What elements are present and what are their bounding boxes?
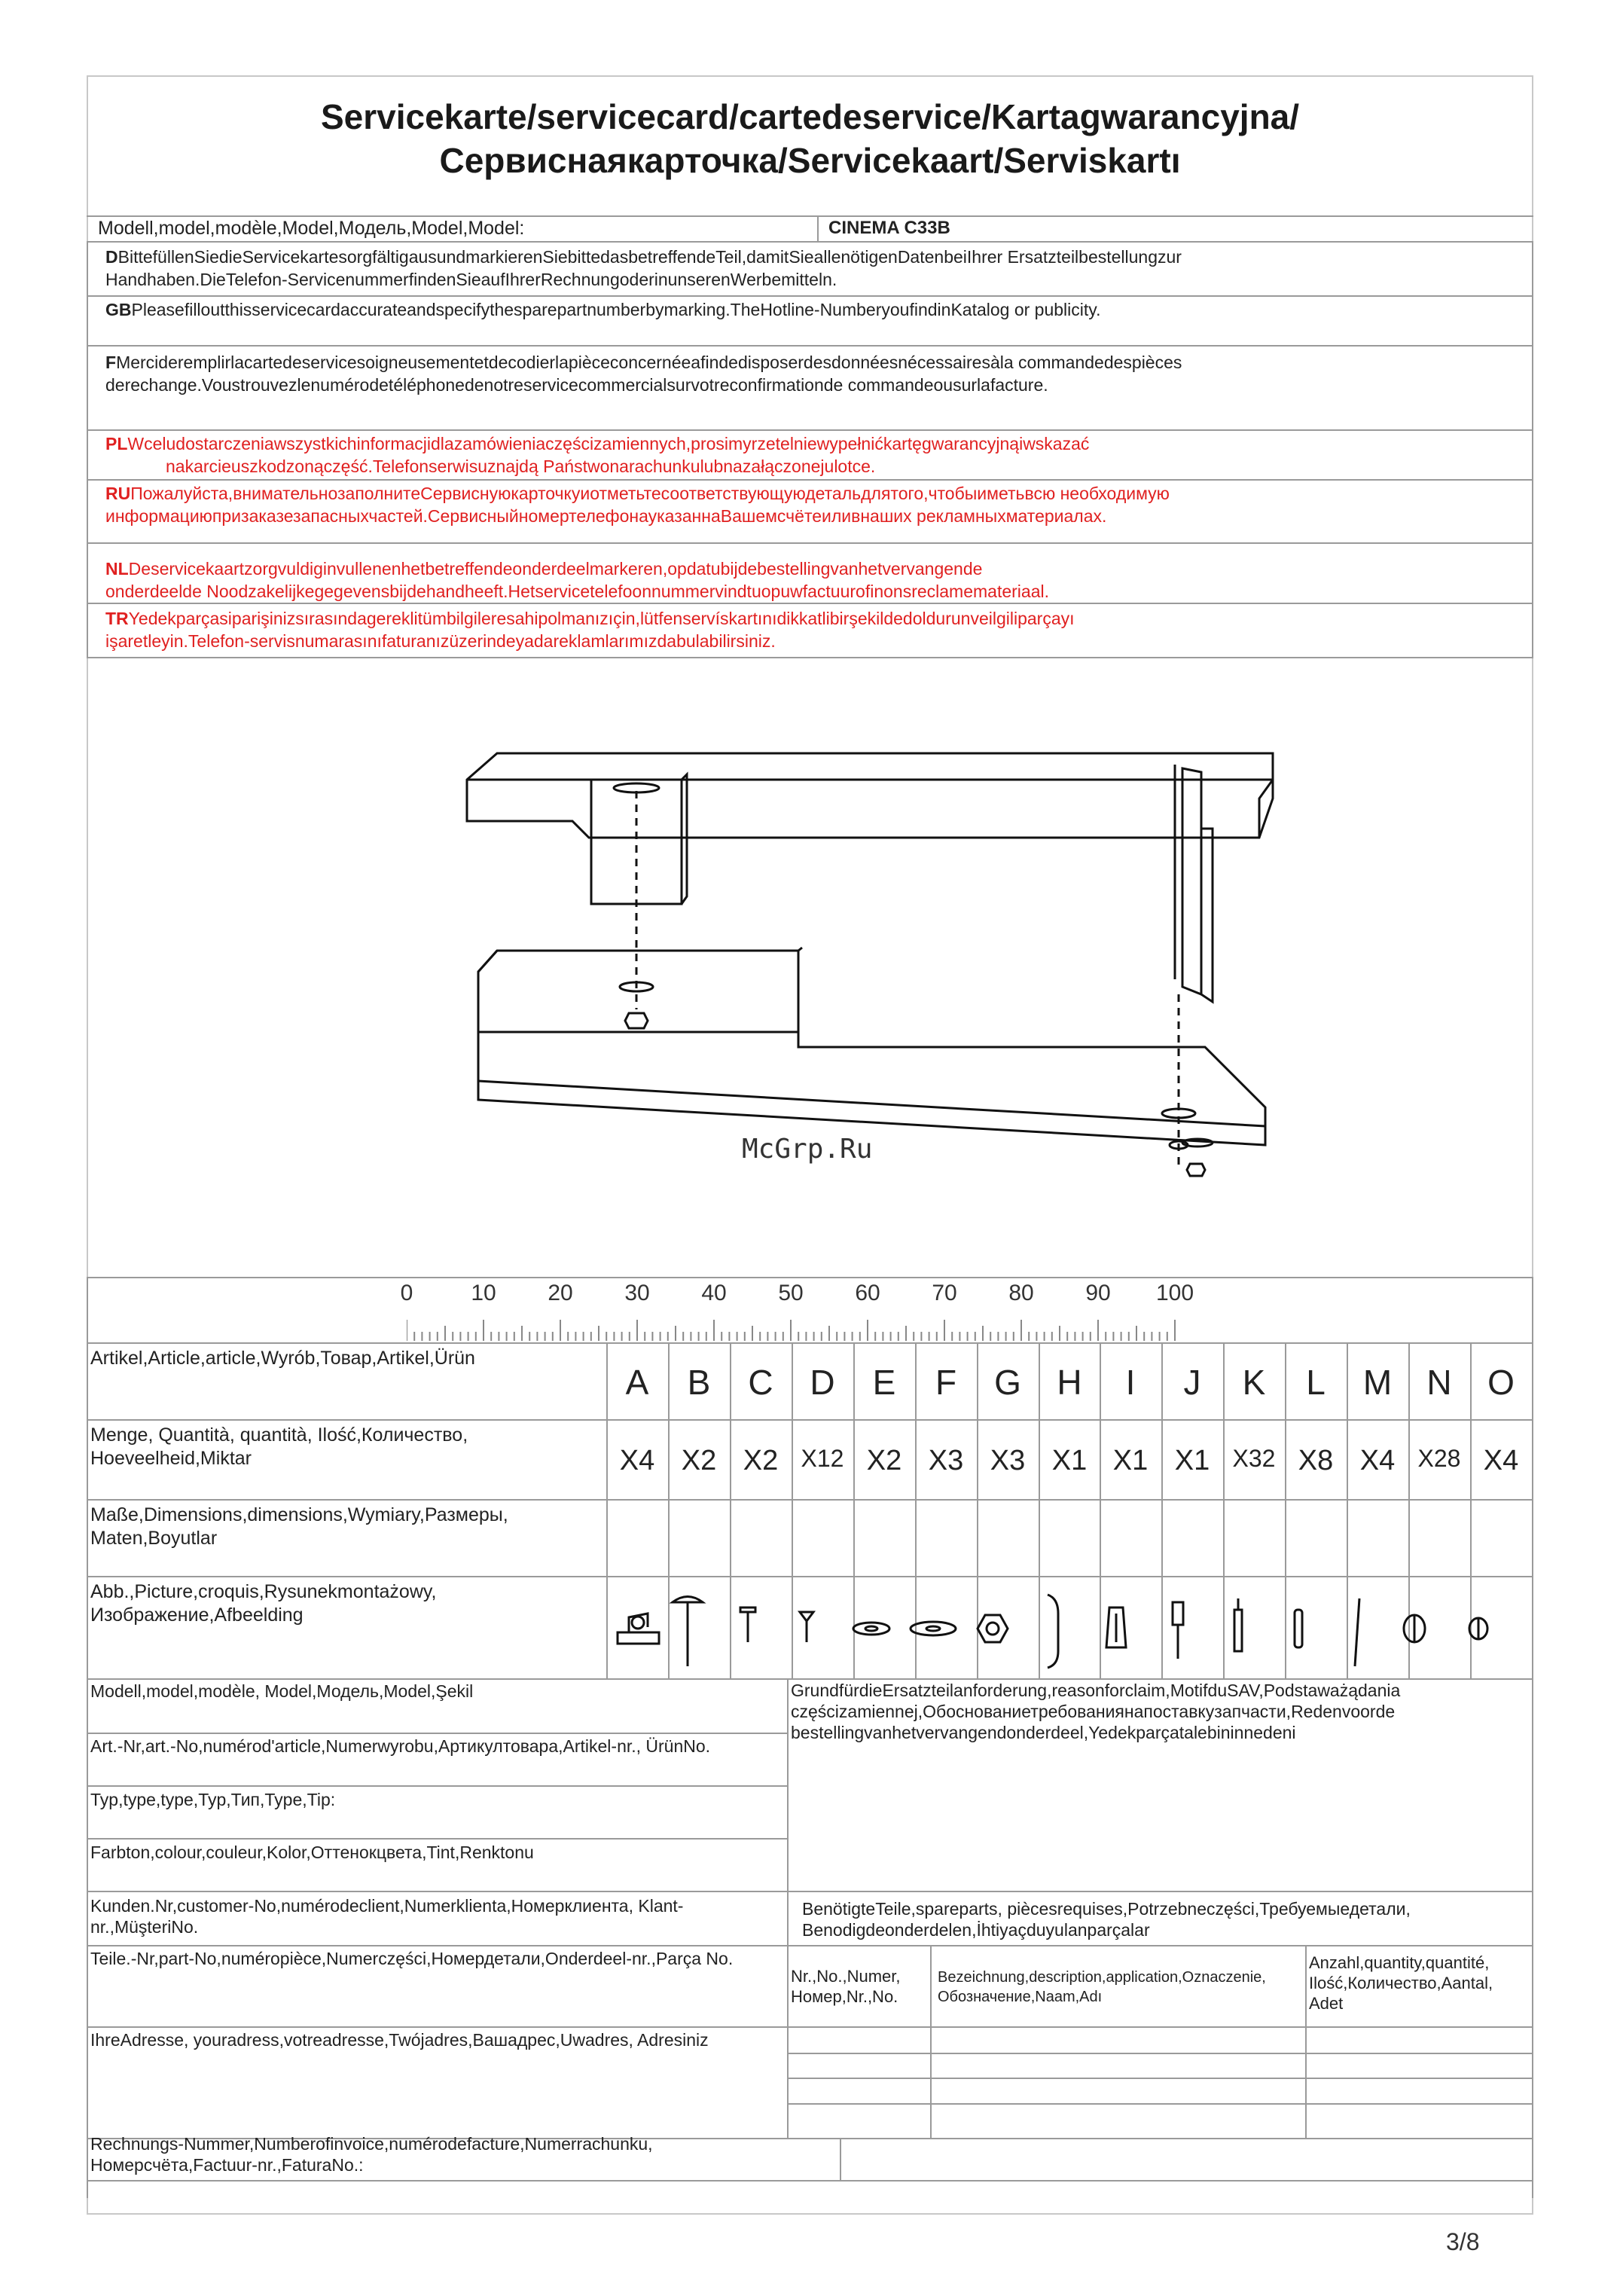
- part-c-screw-icon: [740, 1608, 755, 1642]
- part-letter: N: [1426, 1363, 1452, 1402]
- part-o-cap-icon: [1469, 1618, 1487, 1639]
- form-desc-col: Bezeichnung,description,application,Oznaczenie, Обозначение,Naam,Adı: [938, 1969, 1266, 2005]
- ruler-label: 70: [932, 1281, 957, 1305]
- instruction-d: DBittefüllenSiedieServicekartesorgfältigausundmarkierenSiebittedasbetreffendeTeil,damitSieallenötigenDatenbeiIhrer Ersatzteilbestellungzur Handhaben.DieTelefon-ServicenummerfindenSieaufIhrerRechnungoderinunserenWerbemitteln.: [105, 247, 1182, 289]
- part-b-bolt-icon: [673, 1597, 703, 1667]
- part-letter: L: [1306, 1363, 1326, 1402]
- part-quantity: X4: [1483, 1445, 1519, 1476]
- part-letter: F: [935, 1363, 957, 1402]
- part-letter: B: [687, 1363, 711, 1402]
- part-letter: H: [1057, 1363, 1082, 1402]
- form-reason: GrundfürdieErsatzteilanforderung,reasonforclaim,MotifduSAV,Podstaważądania częścizamiennej,Обоснованиетребованиянапоставкузапчасти,Redenvoorde bestellingvanhetvervangendonderdeel,Yedekparçatalebininnedeni: [791, 1681, 1401, 1742]
- part-quantity: X2: [681, 1445, 717, 1476]
- instruction-nl: NLDeservicekaartzorgvuldiginvullenenhetbetreffendeonderdeelmarkeren,opdatubijdebestellingvanhetvervangende onderdeelde Noodzakelijkegegevensbijdehandheeft.Hetservicetelefoonnummervindtuopuwfactuurofinonsreclamemateriaal.: [105, 559, 1049, 601]
- ruler-label: 40: [701, 1281, 727, 1305]
- ruler-label: 0: [400, 1281, 413, 1305]
- part-letter: C: [748, 1363, 773, 1402]
- form-article-no: Art.-Nr,art.-No,numérod'article,Numerwyrobu,Артикултовара,Artikel-nr., ÜrünNo.: [90, 1736, 711, 1756]
- part-m-nail-icon: [1355, 1598, 1359, 1666]
- part-d-screw-icon: [800, 1612, 813, 1642]
- top-bar: [467, 753, 1273, 838]
- form-invoice: Rechnungs-Nummer,Numberofinvoice,numérodefacture,Numerrachunku, Номерсчёта,Factuur-nr.,FaturaNo.:: [90, 2134, 653, 2175]
- part-f-washer-icon: [911, 1622, 956, 1635]
- part-quantity: X1: [1112, 1445, 1149, 1476]
- dimensions-label: Maße,Dimensions,dimensions,Wymiary,Размеры, Maten,Boyutlar: [90, 1504, 508, 1549]
- part-quantity: X4: [1359, 1445, 1396, 1476]
- part-letter: O: [1487, 1363, 1515, 1402]
- ruler-label: 30: [624, 1281, 650, 1305]
- picture-label: Abb.,Picture,croquis,Rysunekmontażowy, Изображение,Afbeelding: [90, 1581, 437, 1626]
- watermark: McGrp.Ru: [742, 1134, 873, 1165]
- part-letter: J: [1183, 1363, 1201, 1402]
- form-customer-no: Kunden.Nr,customer-No,numérodeclient,Numerklienta,Номерклиента, Klant-nr.,MüşteriNo.: [90, 1896, 684, 1937]
- instruction-ru: RUПожалуйста,внимательнозаполнитеСервиснуюкарточкуиотметьтесоответствующуюдетальдлятого,чтобыиметьвсю необходимую информациюпризаказезапасныхчастей.СервисныйномертелефонауказаннаВашемсчётеиливнаших рекламныхматериалах.: [105, 484, 1170, 526]
- part-e-washer-icon: [853, 1623, 889, 1635]
- part-quantity: X28: [1417, 1445, 1461, 1472]
- ruler-label: 60: [855, 1281, 880, 1305]
- part-quantity: X12: [801, 1445, 844, 1472]
- form-type: Typ,type,type,Typ,Тип,Type,Tip:: [90, 1790, 336, 1809]
- ruler: [377, 1281, 1250, 1341]
- part-a-bracket-icon: [618, 1614, 659, 1644]
- part-h-handle-icon: [1048, 1595, 1058, 1668]
- form-part-no: Teile.-Nr,part-No,numéropièce,Numerczęści,Номердетали,Onderdeel-nr.,Parça No.: [90, 1949, 734, 1968]
- part-quantity: X1: [1051, 1445, 1088, 1476]
- ruler-label: 50: [778, 1281, 804, 1305]
- part-quantity: X1: [1174, 1445, 1210, 1476]
- instruction-tr: TRYedekparçasiparişinizsırasındagereklitümbilgileresahipolmanızıçin,lütfenservískartınıdikkatlibirşekildedoldurunveilgiliparçayı işaretleyin.Telefon-servisnumarasınıfaturanızüzerindeyadareklamlarımızdabulabilirsiniz.: [105, 609, 1075, 651]
- part-quantity: X2: [743, 1445, 779, 1476]
- part-k-pin-icon: [1234, 1598, 1242, 1651]
- title-line-2: Сервиснаякарточка/Servicekaart/Serviskartı: [439, 141, 1181, 180]
- part-quantity: X2: [866, 1445, 902, 1476]
- part-l-dowel-icon: [1295, 1610, 1302, 1647]
- part-g-nut-icon: [978, 1615, 1008, 1642]
- instruction-gb: GBPleasefilloutthisservicecardaccurateandspecifythesparepartnumberbymarking.TheHotline-NumberyoufindinKatalog or publicity.: [105, 300, 1101, 319]
- part-letter: A: [625, 1363, 649, 1402]
- instruction-pl: PLWceludostarczeniawszystkichinformacjidlazamówieniaczęścizamiennych,prosimyrzetelniewypełnićkartęgwarancyjnąiwskazać nakarcieuszkodzonączęść.Telefonserwisuznajdą Państwonarachunkulubnazałączonejulotce.: [105, 434, 1090, 476]
- part-quantity: X3: [928, 1445, 964, 1476]
- quantity-label: Menge, Quantità, quantità, Ilość,Количество, Hoeveelheid,Miktar: [90, 1424, 468, 1469]
- ruler-label: 100: [1155, 1281, 1194, 1305]
- right-post: [1182, 768, 1201, 994]
- part-pictures: [606, 1576, 1532, 1678]
- form-address: IhreAdresse, youradress,votreadresse,Twójadres,Вашадрес,Uwadres, Adresiniz: [90, 2030, 709, 2050]
- ruler-label: 10: [471, 1281, 496, 1305]
- part-n-cap-icon: [1404, 1615, 1425, 1642]
- form-colour: Farbton,colour,couleur,Kolor,Оттенокцвета,Tint,Renktonu: [90, 1843, 534, 1862]
- form-nr-col: Nr.,No.,Numer, Номер,Nr.,No.: [791, 1967, 901, 2006]
- model-value: CINEMA C33B: [828, 218, 950, 238]
- part-quantity: X32: [1232, 1445, 1276, 1472]
- ruler-label: 80: [1008, 1281, 1034, 1305]
- model-label: Modell,model,modèle,Model,Модель,Model,Model:: [98, 218, 525, 239]
- part-letter: I: [1125, 1363, 1136, 1402]
- form-spare-parts: BenötigteTeile,spareparts, piècesrequises,Potrzebneczęści,Требуемыедетали, Benodigdeonderdelen,İhtiyaçduyulanparçalar: [802, 1899, 1411, 1940]
- form-qty-col: Anzahl,quantity,quantité, Ilość,Количество,Aantal, Adet: [1309, 1953, 1493, 2013]
- instruction-f: FMercideremplirlacartedeservicesoigneusementetdecodierlapièceconcernéeafindedisposerdesdonnéesnécessairesàla commandedespièces derechange.Voustrouvezlenumérodetéléphonedenotreservicecommercialsurvotreconfirmationde commandeousurlafacture.: [105, 353, 1182, 395]
- title-line-1: Servicekarte/servicecard/cartedeservice/Kartagwarancyjna/: [320, 97, 1300, 136]
- assembly-diagram: [422, 746, 1326, 1228]
- part-i-cap-icon: [1106, 1608, 1126, 1647]
- ruler-label: 20: [548, 1281, 573, 1305]
- article-label: Artikel,Article,article,Wyrób,Товар,Artikel,Ürün: [90, 1348, 475, 1369]
- part-letter: G: [994, 1363, 1021, 1402]
- page-number: 3/8: [1446, 2228, 1480, 2255]
- part-letter: E: [872, 1363, 896, 1402]
- part-letter: K: [1242, 1363, 1266, 1402]
- part-quantity: X4: [619, 1445, 655, 1476]
- form-model: Modell,model,modèle, Model,Модель,Model,Şekil: [90, 1681, 474, 1701]
- part-letter: M: [1362, 1363, 1393, 1402]
- part-letter: D: [810, 1363, 835, 1402]
- part-quantity: X8: [1298, 1445, 1334, 1476]
- ruler-label: 90: [1085, 1281, 1111, 1305]
- part-j-screw-icon: [1173, 1602, 1183, 1659]
- part-quantity: X3: [990, 1445, 1026, 1476]
